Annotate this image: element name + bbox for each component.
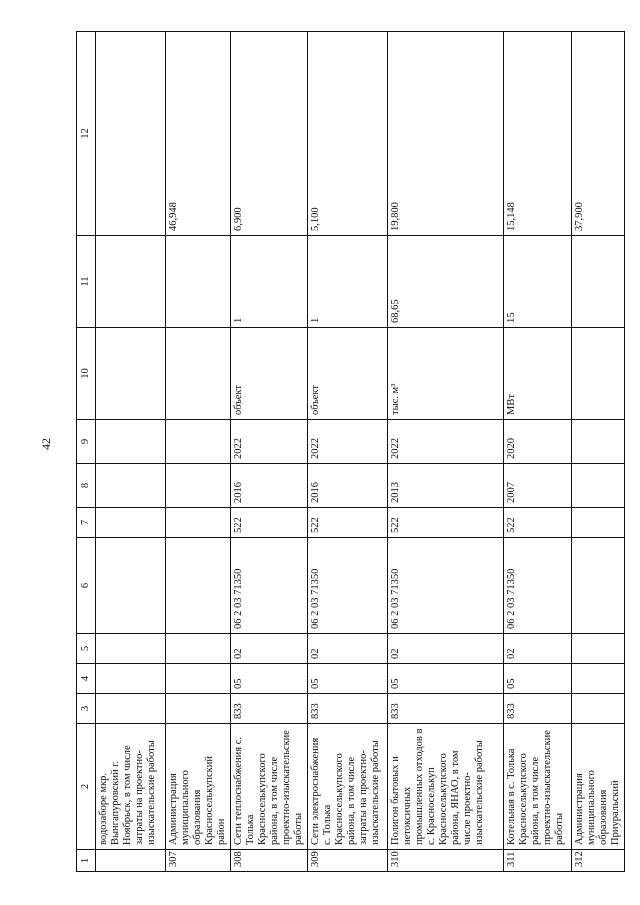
column-header: 5 [77,634,96,664]
object-name: Администрация муниципального образования Красноселькупский район [166,724,231,850]
column-header: 2 [77,724,96,850]
cell-col6 [166,538,231,634]
row-number: 310 [388,850,504,872]
cell-col3 [572,694,625,724]
cell-col3 [166,694,231,724]
cell-col9 [96,420,166,464]
column-header: 3 [77,694,96,724]
budget-table [76,31,625,872]
cell-col10 [572,328,625,420]
cell-col10: тыс. м³ [388,328,504,420]
row-number: 309 [308,850,388,872]
column-header: 7 [77,508,96,538]
cell-col3: 833 [308,694,388,724]
object-name: Полигон бытовых и нетоксичных промышленных отходов в с. Красноселькуп Красноселькупского района, ЯНАО, в том числе проектно-изыскательские работы [388,724,504,850]
cell-col3: 833 [388,694,504,724]
cell-col12: 5,100 [308,32,388,236]
cell-col8: 2016 [308,464,388,508]
cell-col3 [96,694,166,724]
column-header: 8 [77,464,96,508]
cell-col9: 2022 [308,420,388,464]
cell-col5 [572,634,625,664]
cell-col11: 15 [504,236,572,328]
cell-col11 [166,236,231,328]
cell-col12: 6,900 [231,32,308,236]
column-header: 6 [77,538,96,634]
cell-col12 [96,32,166,236]
cell-col7 [572,508,625,538]
cell-col6: 06 2 03 71350 [231,538,308,634]
cell-col7: 522 [308,508,388,538]
cell-col4: 05 [504,664,572,694]
cell-col10: объект [308,328,388,420]
cell-col4: 05 [308,664,388,694]
cell-col7: 522 [231,508,308,538]
table-row [388,32,504,872]
row-number: 307 [166,850,231,872]
table-row [231,32,308,872]
cell-col11: 68,65 [388,236,504,328]
cell-col11 [572,236,625,328]
cell-col8: 2013 [388,464,504,508]
cell-col5: 02 [504,634,572,664]
cell-col12: 15,148 [504,32,572,236]
cell-col7: 522 [504,508,572,538]
cell-col9 [166,420,231,464]
cell-col3: 833 [504,694,572,724]
column-header: 9 [77,420,96,464]
cell-col5 [166,634,231,664]
cell-col5 [96,634,166,664]
cell-col8 [572,464,625,508]
row-number: 312 [572,850,625,872]
cell-col10: МВт [504,328,572,420]
cell-col9: 2022 [388,420,504,464]
column-header: 10 [77,328,96,420]
cell-col4: 05 [388,664,504,694]
cell-col7 [166,508,231,538]
column-header: 12 [77,32,96,236]
cell-col5: 02 [388,634,504,664]
cell-col10 [166,328,231,420]
cell-col7: 522 [388,508,504,538]
cell-col8 [96,464,166,508]
column-header: 1 [77,850,96,872]
cell-col6: 06 2 03 71350 [308,538,388,634]
row-number: 311 [504,850,572,872]
cell-col8: 2007 [504,464,572,508]
rotated-table-container [76,32,621,872]
cell-col11 [96,236,166,328]
object-name: водозаборе мкр. Вынгапуровский г. Ноябрьск, в том числе затраты на проектно-изыскательские работы [96,724,166,850]
column-header: 11 [77,236,96,328]
table-row [166,32,231,872]
cell-col7 [96,508,166,538]
cell-col4 [96,664,166,694]
cell-col8: 2016 [231,464,308,508]
cell-col10: объект [231,328,308,420]
cell-col3: 833 [231,694,308,724]
object-name: Сети электроснабжения с. Толька Красноселькупского района, в том числе затраты на проектно-изыскательские работы [308,724,388,850]
cell-col4 [166,664,231,694]
cell-col6: 06 2 03 71350 [388,538,504,634]
page-number: 42 [39,438,53,450]
table-row [308,32,388,872]
column-number-row [77,32,96,872]
cell-col6 [96,538,166,634]
cell-col5: 02 [231,634,308,664]
cell-col6 [572,538,625,634]
table-row [504,32,572,872]
cell-col12: 37,900 [572,32,625,236]
row-number [96,850,166,872]
cell-col6: 06 2 03 71350 [504,538,572,634]
column-header: 4 [77,664,96,694]
cell-col5: 02 [308,634,388,664]
cell-col9: 2020 [504,420,572,464]
cell-col11: 1 [308,236,388,328]
cell-col10 [96,328,166,420]
cell-col4: 05 [231,664,308,694]
cell-col9: 2022 [231,420,308,464]
table-row [572,32,625,872]
row-number: 308 [231,850,308,872]
cell-col8 [166,464,231,508]
object-name: Администрация муниципального образования Приуральский [572,724,625,850]
object-name: Котельная в с. Толька Красноселькупского района, в том числе проектно-изыскательские работы [504,724,572,850]
table-row [96,32,166,872]
cell-col4 [572,664,625,694]
object-name: Сети теплоснабжения с. Толька Красноселькупского района, в том числе проектно-изыскательские работы [231,724,308,850]
cell-col9 [572,420,625,464]
table-frame [76,32,621,872]
cell-col11: 1 [231,236,308,328]
cell-col12: 46,948 [166,32,231,236]
cell-col12: 19,800 [388,32,504,236]
